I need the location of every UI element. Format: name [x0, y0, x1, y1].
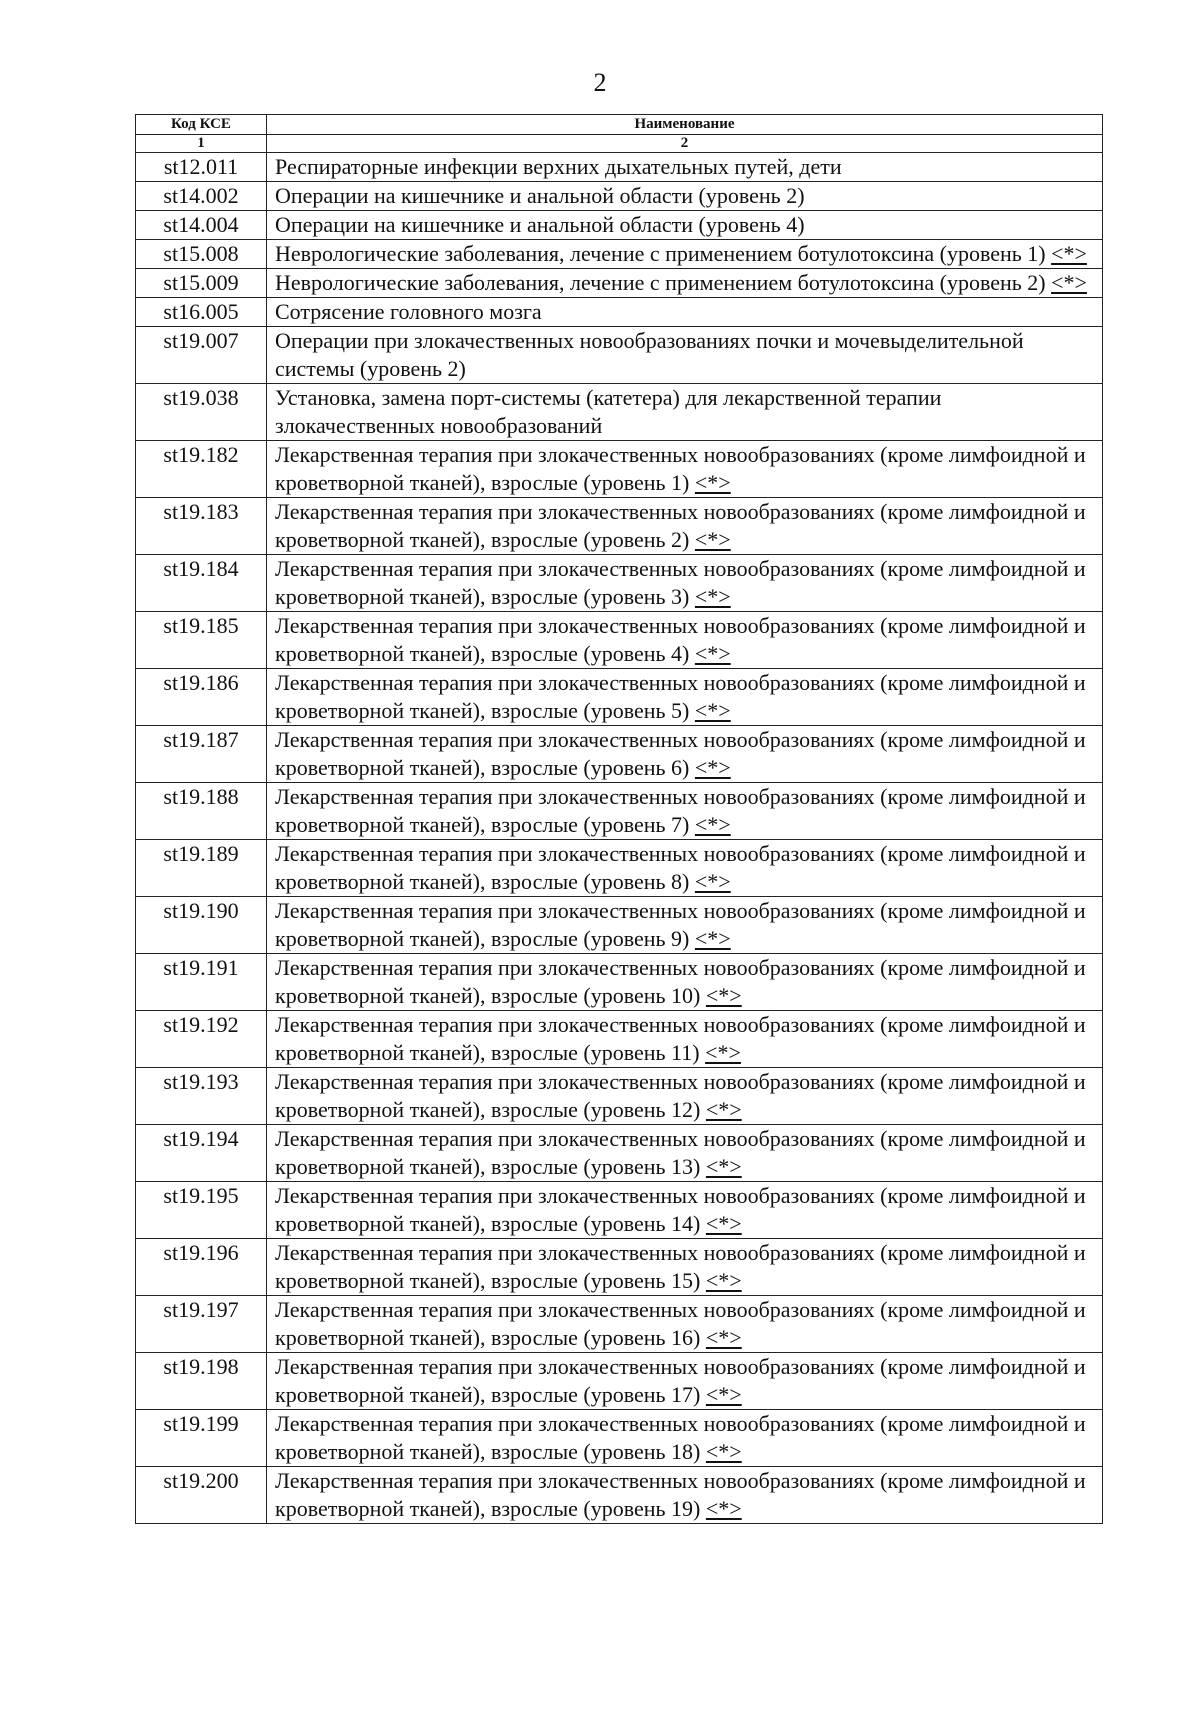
table-row [136, 1410, 1103, 1467]
row-name-cell [267, 441, 1103, 498]
row-name-cell [267, 1467, 1103, 1524]
table-row [136, 211, 1103, 240]
table-row [136, 240, 1103, 269]
row-code: st19.199 [136, 1410, 267, 1467]
row-code: st19.192 [136, 1011, 267, 1068]
row-name: Респираторные инфекции верхних дыхательных путей, дети [275, 154, 842, 179]
table-row [136, 1467, 1103, 1524]
row-code: st19.197 [136, 1296, 267, 1353]
footnote-mark: <*> [694, 869, 731, 894]
table-row [136, 327, 1103, 384]
footnote-mark: <*> [694, 812, 731, 837]
row-name-cell [267, 269, 1103, 298]
table-row [136, 269, 1103, 298]
row-name-cell [267, 1239, 1103, 1296]
footnote-mark: <*> [694, 926, 731, 951]
footnote-mark: <*> [1051, 241, 1087, 266]
row-name-cell [267, 726, 1103, 783]
table-row [136, 840, 1103, 897]
row-name: Лекарственная терапия при злокачественных новообразованиях (кроме лимфоидной и кроветворной тканей), взрослые (уровень 15) [275, 1240, 1086, 1293]
row-code: st19.038 [136, 384, 267, 441]
row-name-cell [267, 211, 1103, 240]
footnote-mark: <*> [705, 1439, 742, 1464]
row-name-cell [267, 612, 1103, 669]
table-row [136, 555, 1103, 612]
row-name: Лекарственная терапия при злокачественных новообразованиях (кроме лимфоидной и кроветворной тканей), взрослые (уровень 9) [275, 898, 1086, 951]
footnote-mark: <*> [694, 470, 731, 495]
table-row [136, 1353, 1103, 1410]
footnote-mark: <*> [705, 1040, 741, 1065]
table-row [136, 182, 1103, 211]
header-row [136, 115, 1103, 135]
row-name: Лекарственная терапия при злокачественных новообразованиях (кроме лимфоидной и кроветворной тканей), взрослые (уровень 17) [275, 1354, 1086, 1407]
row-name-cell [267, 1068, 1103, 1125]
row-code: st19.185 [136, 612, 267, 669]
row-code: st19.198 [136, 1353, 267, 1410]
row-code: st19.182 [136, 441, 267, 498]
row-name-cell [267, 1353, 1103, 1410]
row-name: Лекарственная терапия при злокачественных новообразованиях (кроме лимфоидной и кроветворной тканей), взрослые (уровень 7) [275, 784, 1086, 837]
footnote-mark: <*> [705, 1382, 742, 1407]
table-row [136, 954, 1103, 1011]
table-row [136, 669, 1103, 726]
row-name: Неврологические заболевания, лечение с применением ботулотоксина (уровень 2) [275, 270, 1046, 295]
footnote-mark: <*> [705, 1268, 742, 1293]
row-name-cell [267, 897, 1103, 954]
row-name-cell [267, 240, 1103, 269]
row-code: st19.195 [136, 1182, 267, 1239]
table-row [136, 153, 1103, 182]
row-name: Лекарственная терапия при злокачественных новообразованиях (кроме лимфоидной и кроветворной тканей), взрослые (уровень 4) [275, 613, 1086, 666]
row-code: st12.011 [136, 153, 267, 182]
footnote-mark: <*> [694, 641, 731, 666]
row-name-cell [267, 1296, 1103, 1353]
row-name-cell [267, 1410, 1103, 1467]
footnote-mark: <*> [694, 698, 731, 723]
row-name-cell [267, 182, 1103, 211]
table-row [136, 1125, 1103, 1182]
row-code: st14.002 [136, 182, 267, 211]
column-number-2: 2 [267, 135, 1103, 153]
footnote-mark: <*> [694, 755, 731, 780]
row-code: st19.189 [136, 840, 267, 897]
row-code: st19.186 [136, 669, 267, 726]
header-name: Наименование [267, 115, 1103, 135]
row-name: Лекарственная терапия при злокачественных новообразованиях (кроме лимфоидной и кроветворной тканей), взрослые (уровень 1) [275, 442, 1086, 495]
row-code: st19.187 [136, 726, 267, 783]
table-row [136, 783, 1103, 840]
row-name: Лекарственная терапия при злокачественных новообразованиях (кроме лимфоидной и кроветворной тканей), взрослые (уровень 8) [275, 841, 1086, 894]
row-name: Неврологические заболевания, лечение с применением ботулотоксина (уровень 1) [275, 241, 1046, 266]
row-code: st16.005 [136, 298, 267, 327]
row-name: Лекарственная терапия при злокачественных новообразованиях (кроме лимфоидной и кроветворной тканей), взрослые (уровень 2) [275, 499, 1086, 552]
row-name-cell [267, 1125, 1103, 1182]
row-name: Операции при злокачественных новообразованиях почки и мочевыделительной системы (уровень 2) [275, 328, 1024, 381]
row-code: st19.193 [136, 1068, 267, 1125]
footnote-mark: <*> [705, 983, 742, 1008]
table-row [136, 897, 1103, 954]
row-name-cell [267, 1182, 1103, 1239]
table-row [136, 612, 1103, 669]
row-name: Операции на кишечнике и анальной области (уровень 2) [275, 183, 805, 208]
table-row [136, 1239, 1103, 1296]
footnote-mark: <*> [705, 1325, 742, 1350]
row-code: st19.196 [136, 1239, 267, 1296]
row-name: Лекарственная терапия при злокачественных новообразованиях (кроме лимфоидной и кроветворной тканей), взрослые (уровень 12) [275, 1069, 1086, 1122]
row-name: Лекарственная терапия при злокачественных новообразованиях (кроме лимфоидной и кроветворной тканей), взрослые (уровень 5) [275, 670, 1086, 723]
row-name: Лекарственная терапия при злокачественных новообразованиях (кроме лимфоидной и кроветворной тканей), взрослые (уровень 13) [275, 1126, 1086, 1179]
kse-table [135, 114, 1103, 1524]
table-body [136, 153, 1103, 1524]
table-row [136, 1182, 1103, 1239]
row-name-cell [267, 327, 1103, 384]
row-name-cell [267, 298, 1103, 327]
row-code: st14.004 [136, 211, 267, 240]
row-name: Лекарственная терапия при злокачественных новообразованиях (кроме лимфоидной и кроветворной тканей), взрослые (уровень 14) [275, 1183, 1086, 1236]
row-code: st19.184 [136, 555, 267, 612]
row-name: Установка, замена порт-системы (катетера) для лекарственной терапии злокачественных новообразований [275, 385, 942, 438]
row-code: st19.191 [136, 954, 267, 1011]
row-name: Лекарственная терапия при злокачественных новообразованиях (кроме лимфоидной и кроветворной тканей), взрослые (уровень 11) [275, 1012, 1086, 1065]
column-number-1: 1 [136, 135, 267, 153]
table-row [136, 1011, 1103, 1068]
row-name-cell [267, 555, 1103, 612]
footnote-mark: <*> [694, 584, 731, 609]
row-name-cell [267, 783, 1103, 840]
row-name: Операции на кишечнике и анальной области (уровень 4) [275, 212, 805, 237]
row-name: Лекарственная терапия при злокачественных новообразованиях (кроме лимфоидной и кроветворной тканей), взрослые (уровень 16) [275, 1297, 1086, 1350]
row-name-cell [267, 669, 1103, 726]
table-row [136, 298, 1103, 327]
row-name: Лекарственная терапия при злокачественных новообразованиях (кроме лимфоидной и кроветворной тканей), взрослые (уровень 18) [275, 1411, 1086, 1464]
footnote-mark: <*> [1051, 270, 1087, 295]
row-code: st19.188 [136, 783, 267, 840]
footnote-mark: <*> [705, 1154, 742, 1179]
row-name: Лекарственная терапия при злокачественных новообразованиях (кроме лимфоидной и кроветворной тканей), взрослые (уровень 10) [275, 955, 1086, 1008]
footnote-mark: <*> [694, 527, 731, 552]
page-number: 2 [593, 68, 607, 97]
footnote-mark: <*> [705, 1211, 742, 1236]
row-code: st19.194 [136, 1125, 267, 1182]
row-code: st19.183 [136, 498, 267, 555]
row-name: Лекарственная терапия при злокачественных новообразованиях (кроме лимфоидной и кроветворной тканей), взрослые (уровень 19) [275, 1468, 1086, 1521]
row-name: Лекарственная терапия при злокачественных новообразованиях (кроме лимфоидной и кроветворной тканей), взрослые (уровень 6) [275, 727, 1086, 780]
table-row [136, 1068, 1103, 1125]
row-code: st15.008 [136, 240, 267, 269]
row-code: st19.007 [136, 327, 267, 384]
table-row [136, 384, 1103, 441]
row-name-cell [267, 153, 1103, 182]
table-row [136, 498, 1103, 555]
row-name-cell [267, 498, 1103, 555]
row-name-cell [267, 840, 1103, 897]
column-number-row [136, 135, 1103, 153]
row-code: st15.009 [136, 269, 267, 298]
row-name: Лекарственная терапия при злокачественных новообразованиях (кроме лимфоидной и кроветворной тканей), взрослые (уровень 3) [275, 556, 1086, 609]
row-name-cell [267, 384, 1103, 441]
table-row [136, 441, 1103, 498]
footnote-mark: <*> [705, 1097, 742, 1122]
table-row [136, 726, 1103, 783]
footnote-mark: <*> [705, 1496, 742, 1521]
row-code: st19.200 [136, 1467, 267, 1524]
table-row [136, 1296, 1103, 1353]
row-code: st19.190 [136, 897, 267, 954]
row-name-cell [267, 1011, 1103, 1068]
row-name-cell [267, 954, 1103, 1011]
row-name: Сотрясение головного мозга [275, 299, 542, 324]
header-code: Код КСЕ [136, 115, 267, 135]
